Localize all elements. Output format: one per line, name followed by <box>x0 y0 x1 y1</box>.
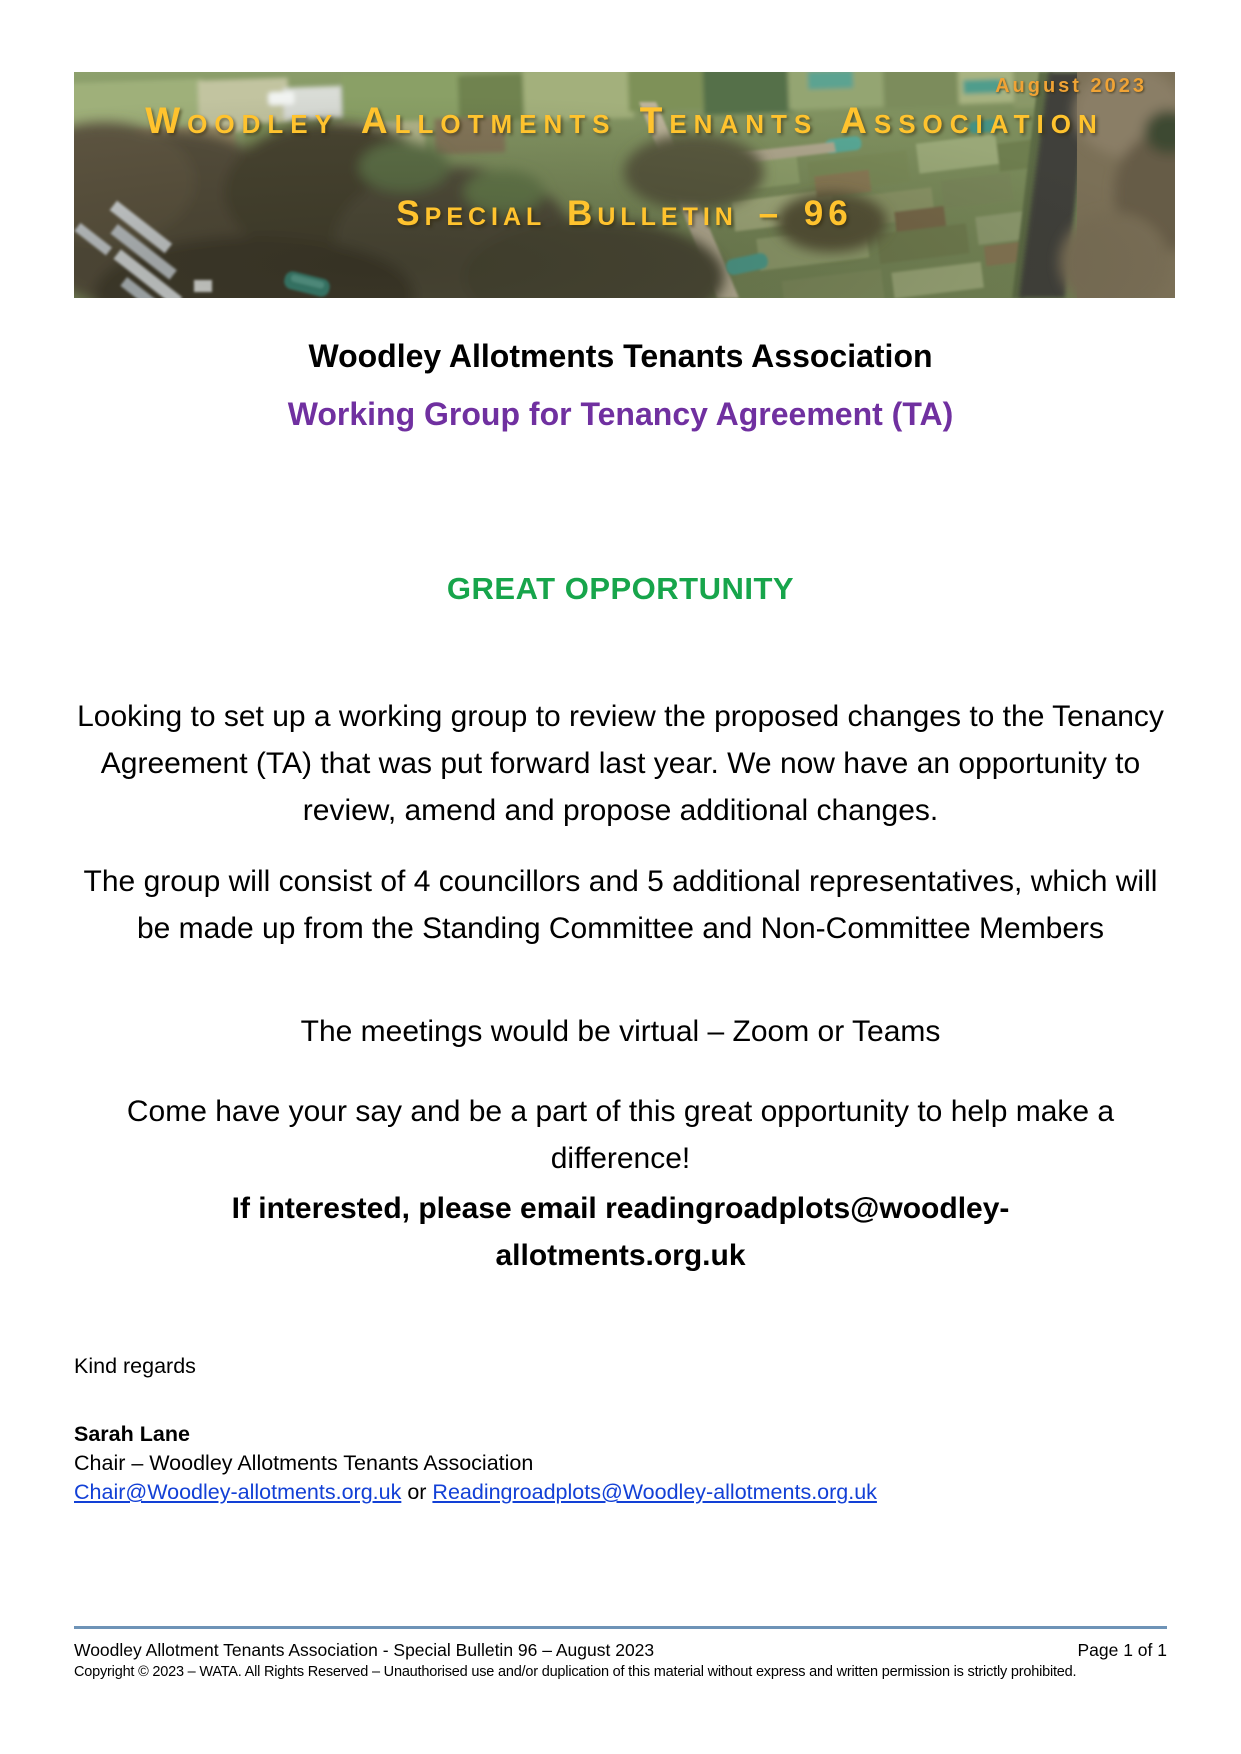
email-link-chair[interactable]: Chair@Woodley-allotments.org.uk <box>74 1480 402 1504</box>
signature-role: Chair – Woodley Allotments Tenants Association <box>74 1451 534 1475</box>
document-subtitle: Working Group for Tenancy Agreement (TA) <box>287 396 954 432</box>
banner-date: August 2023 <box>995 75 1147 97</box>
paragraph-group-composition: The group will consist of 4 councillors and 5 additional representatives, which will be made up from the Standing Committee and Non-Committee Members <box>83 865 1158 945</box>
footer-rule <box>74 1626 1167 1629</box>
banner-title: Woodley Allotments Tenants Association <box>145 100 1104 141</box>
footer-page-number: Page 1 of 1 <box>1077 1640 1167 1660</box>
banner-subtitle: Special Bulletin – 96 <box>396 194 853 233</box>
signature-name: Sarah Lane <box>74 1422 190 1446</box>
paragraph-working-group: Looking to set up a working group to review the proposed changes to the Tenancy Agreement (TA) that was put forward last year. We now have an opportunity to review, amend and propose additional changes. <box>77 700 1164 827</box>
footer-copyright: Copyright © 2023 – WATA. All Rights Reserved – Unauthorised use and/or duplication of this material without express and written permission is strictly prohibited. <box>74 1664 1077 1680</box>
document-title: Woodley Allotments Tenants Association <box>308 338 933 374</box>
signature-links <box>74 1478 1167 1507</box>
footer-bulletin-label: Woodley Allotment Tenants Association - Special Bulletin 96 – August 2023 <box>74 1640 655 1660</box>
header-banner <box>74 72 1175 298</box>
paragraph-meetings-virtual: The meetings would be virtual – Zoom or Teams <box>300 1015 941 1048</box>
cta-email-text: If interested, please email readingroadplots@woodley-allotments.org.uk <box>231 1192 1010 1272</box>
opportunity-heading: GREAT OPPORTUNITY <box>446 571 795 606</box>
email-links-separator: or <box>401 1480 433 1504</box>
email-link-readingroadplots[interactable]: Readingroadplots@Woodley-allotments.org.uk <box>432 1480 877 1504</box>
salutation: Kind regards <box>74 1354 196 1378</box>
paragraph-have-your-say: Come have your say and be a part of this great opportunity to help make a difference! <box>126 1095 1115 1175</box>
